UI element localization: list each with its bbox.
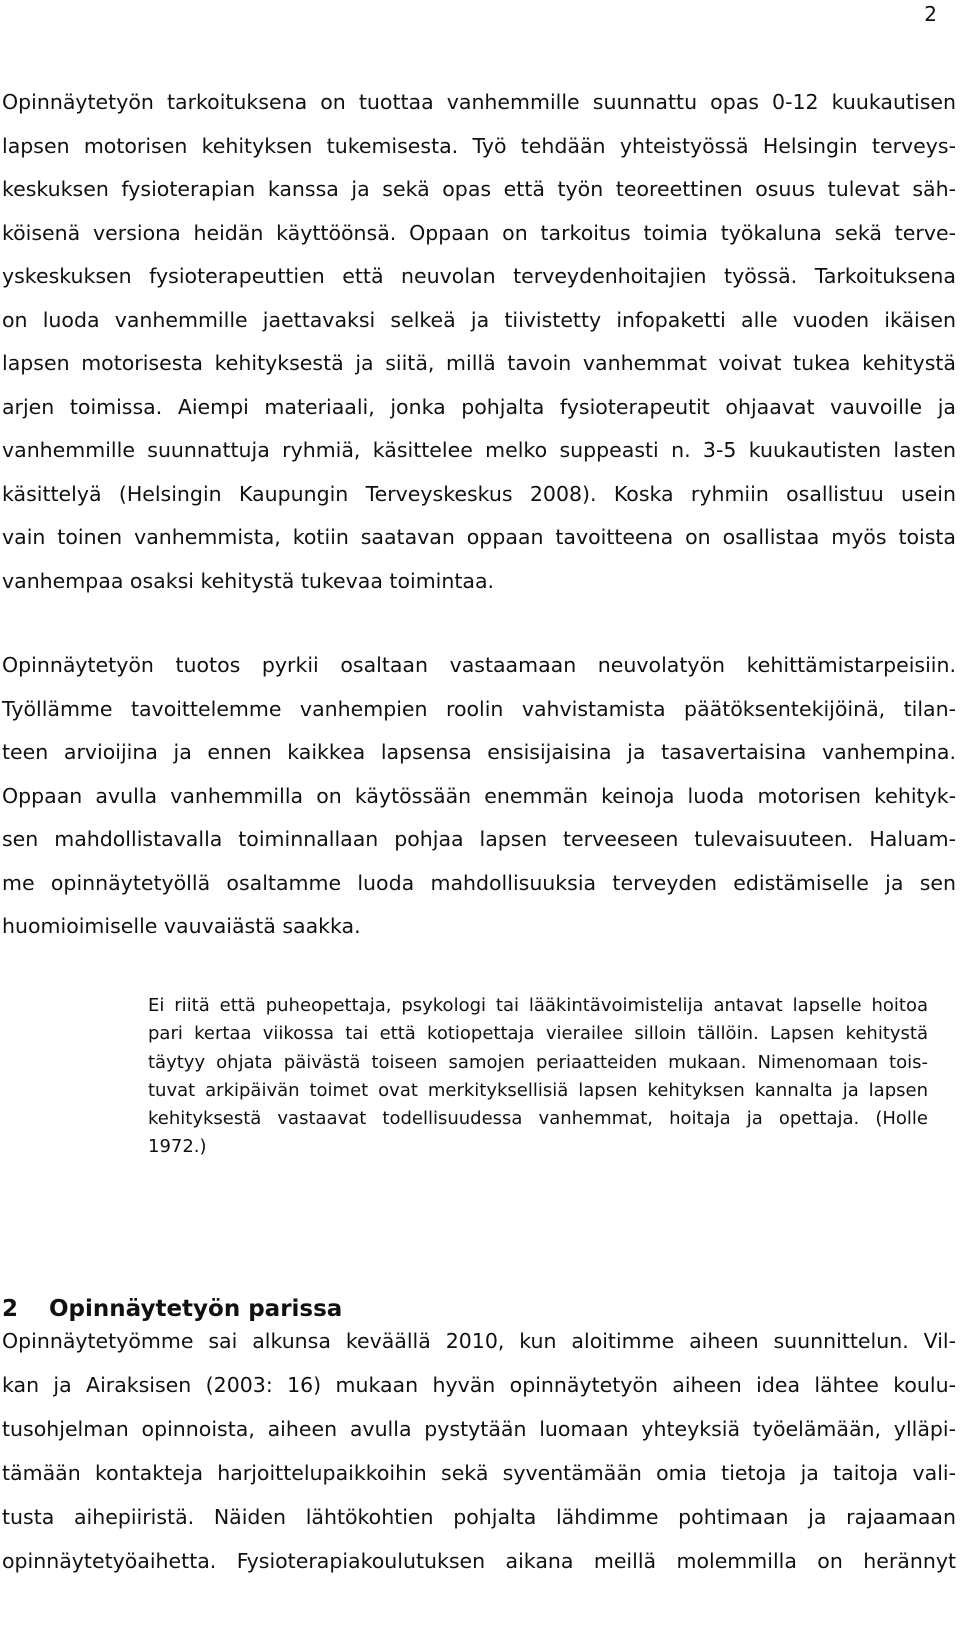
text-line: opinnäytetyöaihetta. Fysioterapiakoulutuksen aikana meillä molemmilla on herännyt [2,1549,956,1573]
text-line: huomioimiselle vauvaiästä saakka. [2,914,361,938]
block-quote [148,992,928,1162]
text-line: köisenä versiona heidän käyttöönsä. Oppaan on tarkoitus toimia työkaluna sekä terve- [2,220,956,245]
text-line: pari kertaa viikossa tai että kotiopettaja vierailee silloin tällöin. Lapsen kehitystä [148,1023,928,1045]
text-line: Opinnäytetyön tuotos pyrkii osaltaan vastaamaan neuvolatyön kehittämistarpeisiin. [2,653,956,677]
text-line: sen mahdollistavalla toiminnallaan pohjaa lapsen terveeseen tulevaisuuteen. Haluam- [2,827,956,851]
text-line: on luoda vanhemmille jaettavaksi selkeä ja tiivistetty infopaketti alle vuoden ikäisen [2,307,956,332]
text-line: lapsen motorisen kehityksen tukemisesta. Työ tehdään yhteistyössä Helsingin terveys- [2,133,956,158]
text-line: tuvat arkipäivän toimet ovat merkityksellisiä lapsen kehityksen kannalta ja lapsen [148,1079,928,1101]
paragraph-purpose [2,81,956,603]
text-line: lapsen motorisesta kehityksestä ja siitä, millä tavoin vanhemmat voivat tukea kehitystä [2,351,956,375]
section-number: 2 [2,1296,19,1322]
text-line: Opinnäytetyön tarkoituksena on tuottaa vanhemmille suunnattu opas 0-12 kuukautisen [2,90,956,114]
text-line: yskeskuksen fysioterapeuttien että neuvolan terveydenhoitajien työssä. Tarkoituksena [2,264,956,288]
section-title: Opinnäytetyön parissa [49,1296,343,1322]
text-line: Työllämme tavoittelemme vanhempien roolin vahvistamista päätöksentekijöinä, tilan- [2,696,956,721]
text-line: kan ja Airaksisen (2003: 16) mukaan hyvän opinnäytetyön aiheen idea lähtee koulu- [2,1373,956,1397]
text-line: tusta aihepiiristä. Näiden lähtökohtien pohjalta lähdimme pohtimaan ja rajaamaan [2,1505,956,1529]
text-line: teen arvioijina ja ennen kaikkea lapsensa ensisijaisina ja tasavertaisina vanhempina. [2,740,956,764]
text-line: arjen toimissa. Aiempi materiaali, jonka pohjalta fysioterapeutit ohjaavat vauvoille ja [2,394,956,419]
text-line: käsittelyä (Helsingin Kaupungin Terveyskeskus 2008). Koska ryhmiin osallistuu usein [2,481,956,506]
text-line: vain toinen vanhemmista, kotiin saatavan oppaan tavoitteena on osallistaa myös toista [2,525,956,549]
text-line: tusohjelman opinnoista, aiheen avulla pystytään luomaan yhteyksiä työelämään, ylläpi- [2,1417,956,1441]
text-line: täytyy ohjata päivästä toiseen samojen periaatteiden mukaan. Nimenomaan tois- [148,1051,928,1073]
paragraph-development-needs [2,644,956,949]
text-line: Ei riitä että puheopettaja, psykologi tai lääkintävoimistelija antavat lapselle hoitoa [148,995,928,1016]
text-line: Opinnäytetyömme sai alkunsa keväällä 2010, kun aloitimme aiheen suunnittelun. Vil- [2,1329,956,1353]
text-line: kehityksestä vastaavat todellisuudessa vanhemmat, hoitaja ja opettaja. (Holle [148,1108,928,1130]
text-line: vanhempaa osaksi kehitystä tukevaa toimintaa. [2,568,495,593]
text-line: me opinnäytetyöllä osaltamme luoda mahdollisuuksia terveyden edistämiselle ja sen [2,870,956,895]
page-number: 2 [924,2,937,26]
text-line: Oppaan avulla vanhemmilla on käytössään enemmän keinoja luoda motorisen kehityk- [2,783,956,808]
text-line: tämään kontakteja harjoittelupaikkoihin sekä syventämään omia tietoja ja taitoja vali- [2,1461,956,1485]
text-line: keskuksen fysioterapian kanssa ja sekä opas että työn teoreettinen osuus tulevat säh- [2,177,956,201]
text-line: 1972.) [148,1136,207,1158]
text-line: vanhemmille suunnattuja ryhmiä, käsittelee melko suppeasti n. 3-5 kuukautisten lasten [2,438,956,462]
paragraph-origin [2,1319,956,1583]
